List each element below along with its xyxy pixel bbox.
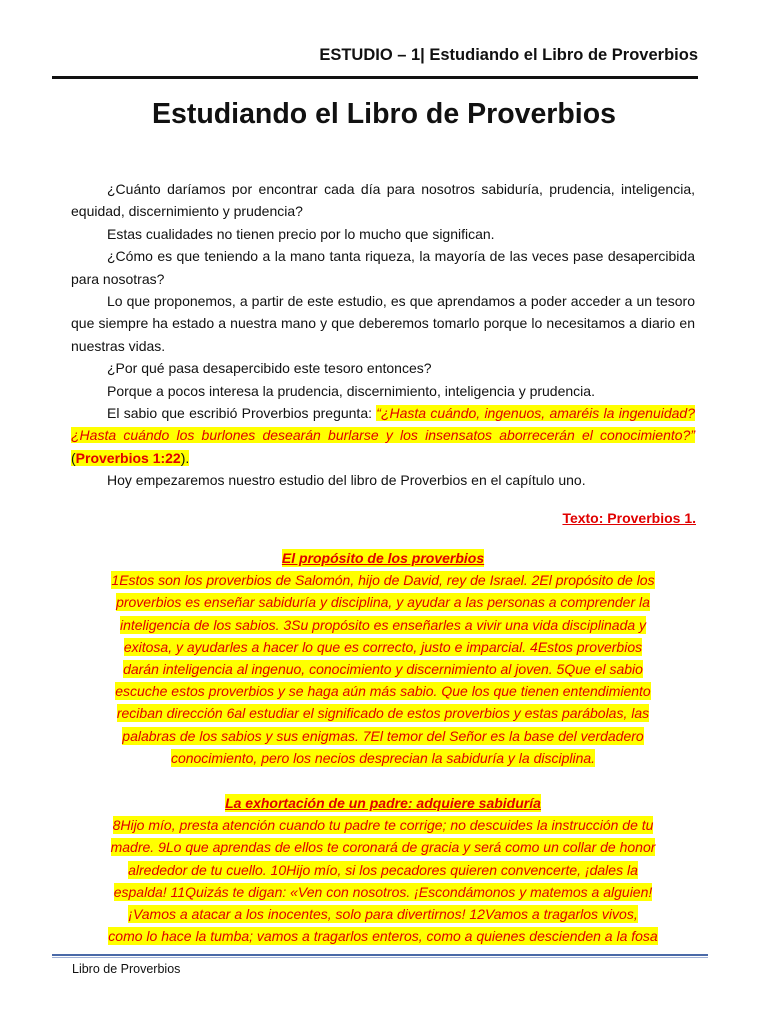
quote-reference: Proverbios 1:22 xyxy=(75,449,181,466)
section-purpose xyxy=(71,547,695,769)
section-line xyxy=(71,680,695,702)
section-line xyxy=(71,859,695,881)
section-line xyxy=(71,747,695,769)
section-line xyxy=(71,702,695,724)
intro-paragraph-5: ¿Por qué pasa desapercibido este tesoro entonces? xyxy=(107,360,432,377)
page-title: Estudiando el Libro de Proverbios xyxy=(152,98,616,130)
section-line xyxy=(71,903,695,925)
section-line xyxy=(71,614,695,636)
verse-line: madre. 9Lo que aprendas de ellos te coronará de gracia y será como un collar de honor xyxy=(110,839,656,856)
verse-line: 8Hijo mío, presta atención cuando tu padre te corrige; no descuides la instrucción de tu xyxy=(112,817,654,834)
quote-ref-close: ). xyxy=(180,449,190,466)
verse-line: 1Estos son los proverbios de Salomón, hijo de David, rey de Israel. 2El propósito de los xyxy=(111,572,655,589)
verse-line: espalda! 11Quizás te digan: «Ven con nosotros. ¡Escondámonos y matemos a alguien! xyxy=(113,883,653,900)
quote-ref-open: ( xyxy=(71,449,76,466)
section-line xyxy=(71,881,695,903)
header-rule xyxy=(52,76,698,79)
footer-rule-secondary xyxy=(52,957,708,958)
verse-line: escuche estos proverbios y se haga aún más sabio. Que los que tienen entendimiento xyxy=(115,683,651,700)
footer-rule xyxy=(52,954,708,956)
verse-line: alrededor de tu cuello. 10Hijo mío, si los pecadores quieren convencerte, ¡dales la xyxy=(128,861,638,878)
intro-text xyxy=(71,178,695,492)
intro-paragraph-3: ¿Cómo es que teniendo a la mano tanta riqueza, la mayoría de las veces pase desapercibida para nosotras? xyxy=(71,248,695,287)
verse-line: proverbios es enseñar sabiduría y disciplina, y ayudar a las personas a comprender la xyxy=(116,594,650,611)
section-exhortation xyxy=(71,792,695,947)
intro-paragraph-6: Porque a pocos interesa la prudencia, discernimiento, inteligencia y prudencia. xyxy=(107,382,595,399)
section-line xyxy=(71,569,695,591)
running-header: ESTUDIO – 1| Estudiando el Libro de Proverbios xyxy=(319,46,698,64)
section-line xyxy=(71,658,695,680)
section-line xyxy=(71,591,695,613)
intro-paragraph-4: Lo que proponemos, a partir de este estudio, es que aprendamos a poder acceder a un tesoro que siempre ha estado a nuestra mano y que deberemos tomarlo porque lo necesitamos a diario en nuestras vidas. xyxy=(71,293,695,354)
section-line xyxy=(71,836,695,858)
section-heading: El propósito de los proverbios xyxy=(281,550,485,566)
verse-line: inteligencia de los sabios. 3Su propósito es enseñarles a vivir una vida disciplinada y xyxy=(119,616,647,633)
intro-paragraph-2: Estas cualidades no tienen precio por lo mucho que significan. xyxy=(107,225,495,242)
section-line xyxy=(71,725,695,747)
scripture-reference: Texto: Proverbios 1. xyxy=(562,510,696,526)
section-line xyxy=(71,636,695,658)
verse-line: exitosa, y ayudarles a hacer lo que es correcto, justo e imparcial. 4Estos proverbios xyxy=(123,638,643,655)
section-line xyxy=(71,814,695,836)
verse-line: conocimiento, pero los necios desprecian la sabiduría y la disciplina. xyxy=(170,749,596,766)
quote-lead: El sabio que escribió Proverbios pregunta: xyxy=(107,405,377,422)
verse-line: palabras de los sabios y sus enigmas. 7El temor del Señor es la base del verdadero xyxy=(122,727,644,744)
highlighted-quote: “¿Hasta cuándo, ingenuos, amaréis la ingenuidad? ¿Hasta cuándo los burlones desearán burlarse y los insensatos aborrecerán el conocimiento?” xyxy=(71,405,695,444)
intro-paragraph-7 xyxy=(71,402,695,469)
verse-line: darán inteligencia al ingenuo, conocimiento y discernimiento al joven. 5Que el sabio xyxy=(123,661,643,678)
section-heading: La exhortación de un padre: adquiere sabiduría xyxy=(225,795,541,811)
intro-paragraph-1: ¿Cuánto daríamos por encontrar cada día para nosotros sabiduría, prudencia, inteligencia, equidad, discernimiento y prudencia? xyxy=(71,181,695,220)
verse-line: como lo hace la tumba; vamos a tragarlos enteros, como a quienes descienden a la fosa xyxy=(108,928,658,945)
running-footer: Libro de Proverbios xyxy=(72,962,181,976)
verse-line: ¡Vamos a atacar a los inocentes, solo para divertirnos! 12Vamos a tragarlos vivos, xyxy=(128,906,638,923)
section-line xyxy=(71,925,695,947)
verse-line: reciban dirección 6al estudiar el significado de estos proverbios y estas parábolas, las xyxy=(116,705,650,722)
intro-paragraph-8: Hoy empezaremos nuestro estudio del libro de Proverbios en el capítulo uno. xyxy=(107,472,586,489)
